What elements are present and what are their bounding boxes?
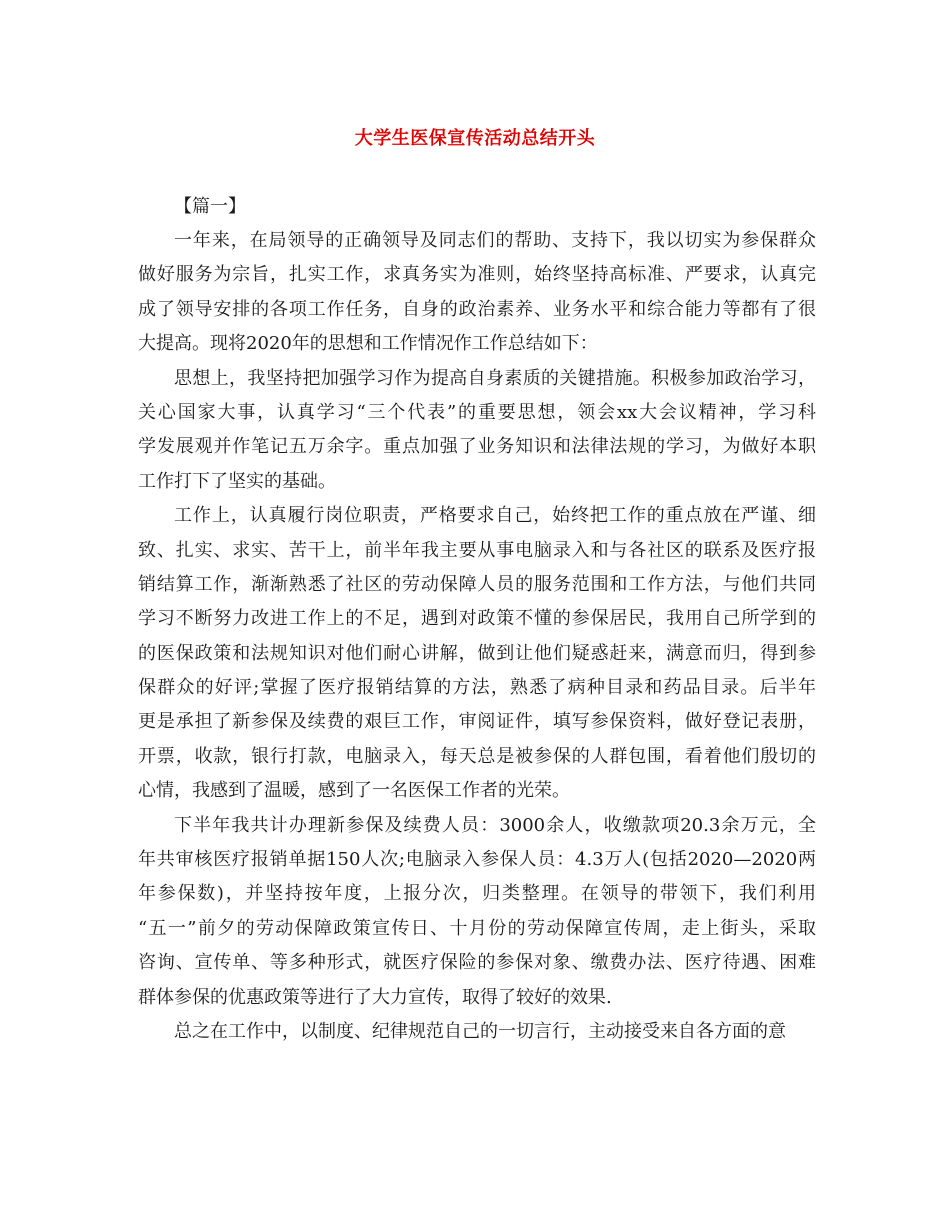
paragraph-line: 总之在工作中，以制度、纪律规范自己的一切言行，主动接受来自各方面的意 [174,1020,786,1042]
paragraph-line: “五一”前夕的劳动保障政策宣传日、十月份的劳动保障宣传周，走上街头，采取 [138,917,816,939]
paragraph-line: 一年来，在局领导的正确领导及同志们的帮助、支持下，我以切实为参保群众 [174,230,816,251]
paragraph [138,224,816,362]
section-label: 【篇一】 [174,196,246,217]
paragraph-line: 做好服务为宗旨，扎实工作，求真务实为准则，始终坚持高标准、严要求，认真完 [138,264,816,286]
paragraph-line: 年共审核医疗报销单据150人次;电脑录入参保人员：4.3万人(包括2020—2020两 [138,849,816,871]
paragraph-line: 致、扎实、求实、苦干上，前半年我主要从事电脑录入和与各社区的联系及医疗报 [138,539,816,561]
paragraph-line: 保群众的好评;掌握了医疗报销结算的方法，熟悉了病种目录和药品目录。后半年 [138,677,816,699]
paragraph-line: 销结算工作，渐渐熟悉了社区的劳动保障人员的服务范围和工作方法，与他们共同 [138,573,816,595]
paragraph-line: 心情，我感到了温暖，感到了一名医保工作者的光荣。 [138,780,570,802]
paragraph-line: 下半年我共计办理新参保及续费人员：3000余人，收缴款项20.3余万元，全 [174,814,816,836]
paragraph-list [138,224,816,1049]
paragraph-line: 学习不断努力改进工作上的不足，遇到对政策不懂的参保居民，我用自己所学到的 [138,608,816,630]
paragraph [138,1015,816,1049]
paragraph-line: 群体参保的优惠政策等进行了大力宣传，取得了较好的效果. [138,986,612,1008]
paragraph-line: 年参保数)，并坚持按年度，上报分次，归类整理。在领导的带领下，我们利用 [138,883,816,905]
paragraph-line: 大提高。现将2020年的思想和工作情况作工作总结如下： [138,333,598,355]
paragraph-line: 咨询、宣传单、等多种形式，就医疗保险的参保对象、缴费办法、医疗待遇、困难 [138,952,816,974]
paragraph-line: 成了领导安排的各项工作任务，自身的政治素养、业务水平和综合能力等都有了很 [138,298,816,320]
paragraph-line: 更是承担了新参保及续费的艰巨工作，审阅证件，填写参保资料，做好登记表册， [138,711,816,733]
paragraph [138,362,816,500]
paragraph [138,809,816,1015]
paragraph-line: 的医保政策和法规知识对他们耐心讲解，做到让他们疑惑赶来，满意而归，得到参 [138,642,816,664]
paragraph-line: 工作打下了坚实的基础。 [138,470,336,492]
paragraph [138,499,816,809]
document-title: 大学生医保宣传活动总结开头 [354,128,596,149]
paragraph-line: 思想上，我坚持把加强学习作为提高自身素质的关键措施。积极参加政治学习， [174,367,816,389]
paragraph-line: 学发展观并作笔记五万余字。重点加强了业务知识和法律法规的学习，为做好本职 [138,436,816,458]
paragraph-line: 关心国家大事，认真学习“三个代表”的重要思想，领会xx大会议精神，学习科 [138,401,816,423]
paragraph-line: 开票，收款，银行打款，电脑录入，每天总是被参保的人群包围，看着他们殷切的 [138,745,816,767]
document-body [138,190,816,1049]
paragraph-line: 工作上，认真履行岗位职责，严格要求自己，始终把工作的重点放在严谨、细 [174,505,816,527]
